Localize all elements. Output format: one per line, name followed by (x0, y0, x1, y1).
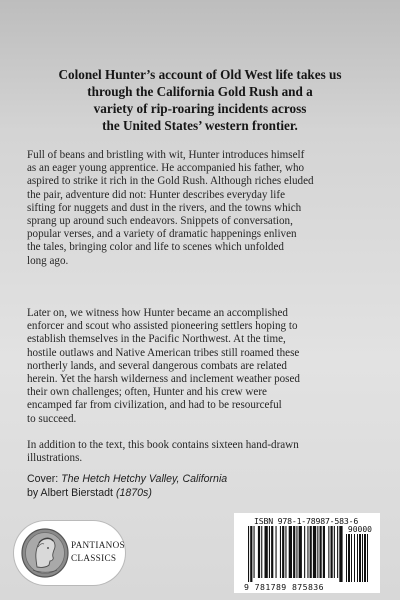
painting-title: The Hetch Hetchy Valley, California (61, 473, 228, 485)
paragraph-line: Later on, we witness how Hunter became an accomplished (27, 307, 288, 319)
credit-title-line (27, 473, 227, 487)
paragraph-line: popular verses, and a variety of dramatic happenings enliven (27, 228, 297, 241)
paragraph-line: the pair, adventure did not: Hunter describes everyday life (27, 188, 286, 201)
paragraph-line: Full of beans and bristling with wit, Hunter introduces himself (27, 149, 305, 161)
paragraph-line: illustrations. (27, 452, 83, 465)
publisher-name-line1: PANTIANOS (71, 540, 125, 550)
barcode-icon (248, 526, 374, 582)
paragraph-line: encamped far from civilization, and had to be resourceful (27, 399, 282, 412)
paragraph-line: sifting for nuggets and dust in the rivers, and the towns which (27, 201, 302, 214)
publisher-logo (14, 521, 125, 585)
artist-name: by Albert Bierstadt (27, 486, 113, 499)
paragraph-line: their own challenges; often, Hunter and his crew were (27, 386, 267, 399)
description-paragraph-3 (27, 439, 378, 465)
paragraph-line: sprang up around such endeavors. Snippets of conversation, (27, 215, 293, 228)
paragraph-line: the tales, bringing color and life to scenes which unfolded (27, 241, 284, 254)
isbn-label: ISBN 978-1-78987-583-6 (254, 516, 359, 526)
paragraph-line: long ago. (27, 254, 69, 267)
blurb-line: the United States’ western frontier. (102, 118, 298, 133)
paragraph-line: herein. Yet the harsh wilderness and inclement weather posed (27, 373, 300, 386)
paragraph-line: aspired to strike it rich in the Gold Rush. Although riches eluded (27, 175, 314, 188)
cover-art-credit (27, 473, 227, 500)
paragraph-line: hostile outlaws and Native American tribes still roamed these (27, 346, 300, 359)
description-paragraph-1 (27, 149, 378, 268)
blurb-heading (22, 66, 378, 134)
barcode-digits: 9 781789 875836 (244, 582, 324, 592)
publisher-name-line2: CLASSICS (71, 552, 117, 563)
paragraph-line: northerly lands, and several dangerous combats are related (27, 359, 287, 372)
painting-date: (1870s) (115, 486, 152, 499)
paragraph-line: enforcer and scout who assisted pioneering settlers hoping to (27, 320, 298, 333)
credit-prefix: Cover: (27, 473, 59, 485)
paragraph-line: as an eager young apprentice. He accompanied his father, who (27, 162, 305, 175)
credit-artist-line (27, 487, 227, 501)
isbn-barcode-box (234, 513, 380, 593)
paragraph-line: to succeed. (27, 412, 77, 425)
price-addon-code: 90000 (347, 525, 372, 534)
paragraph-line: establish themselves in the Pacific Northwest. At the time, (27, 333, 286, 346)
paragraph-line: In addition to the text, this book contains sixteen hand-drawn (27, 439, 299, 451)
blurb-line: variety of rip-roaring incidents across (93, 101, 307, 116)
blurb-line: Colonel Hunter’s account of Old West life takes us (58, 67, 342, 82)
description-paragraph-2 (27, 307, 378, 426)
blurb-line: through the California Gold Rush and a (87, 84, 313, 99)
classical-bust-coin-icon (20, 527, 70, 579)
publisher-name (71, 539, 125, 564)
